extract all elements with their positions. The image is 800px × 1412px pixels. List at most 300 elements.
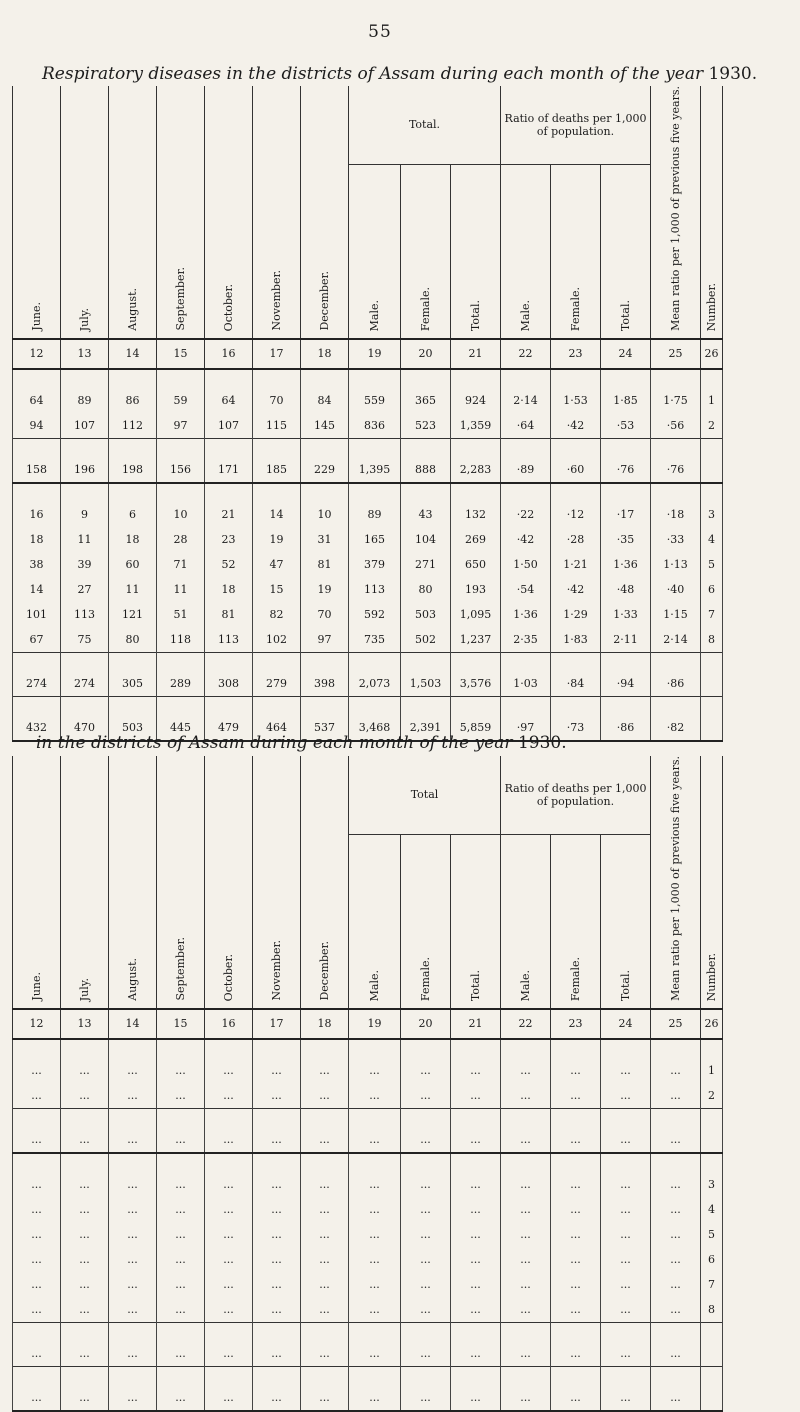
table-cell: ... [301, 1272, 349, 1297]
table-cell: 289 [157, 652, 205, 696]
table-cell: ... [601, 1197, 651, 1222]
table-cell: 229 [301, 438, 349, 483]
table-cell: 113 [61, 602, 109, 627]
table-cell: ... [157, 1039, 205, 1083]
table-cell: ... [601, 1272, 651, 1297]
table-cell: 1·36 [501, 602, 551, 627]
table-cell: 479 [205, 696, 253, 741]
table-cell: ... [651, 1222, 701, 1247]
header-july: July. [61, 756, 109, 1009]
table-cell: ... [13, 1039, 61, 1083]
table-cell: 888 [401, 438, 451, 483]
table-cell: ... [551, 1108, 601, 1153]
table-cell: ... [349, 1322, 401, 1366]
table-cell: 365 [401, 369, 451, 413]
table-cell: 5,859 [451, 696, 501, 741]
column-number-row: 12 13 14 15 16 17 18 19 20 21 22 23 24 25 26 [13, 1009, 723, 1039]
table-cell: 1·15 [651, 602, 701, 627]
table-cell: 67 [13, 627, 61, 653]
table-cell: ... [157, 1197, 205, 1222]
table-cell: ·56 [651, 413, 701, 439]
header-mean-ratio: Mean ratio per 1,000 of previous five years. [651, 756, 701, 1009]
table-cell: 101 [13, 602, 61, 627]
table-cell: 75 [61, 627, 109, 653]
table-cell: 1·03 [501, 652, 551, 696]
table-cell: ... [349, 1366, 401, 1411]
table-cell: 11 [157, 577, 205, 602]
table-cell: 80 [401, 577, 451, 602]
table-cell: ... [301, 1083, 349, 1109]
header-mean-ratio: Mean ratio per 1,000 of previous five years. [651, 86, 701, 339]
row-number-cell [701, 1322, 723, 1366]
header-ratio-group: Ratio of deaths per 1,000 of population. [501, 756, 651, 834]
table-cell: ... [109, 1247, 157, 1272]
table-cell: 274 [13, 652, 61, 696]
table-cell: ... [601, 1247, 651, 1272]
table-cell: ... [253, 1039, 301, 1083]
row-number-cell: 4 [701, 1197, 723, 1222]
table-cell: ... [501, 1297, 551, 1323]
table-cell: ... [61, 1366, 109, 1411]
header-september: September. [157, 756, 205, 1009]
row-number-cell: 6 [701, 1247, 723, 1272]
row-number-cell [701, 652, 723, 696]
table-cell: ... [651, 1272, 701, 1297]
table-cell: ... [651, 1322, 701, 1366]
table-cell: ... [349, 1083, 401, 1109]
table-cell: ... [13, 1222, 61, 1247]
table-cell: 445 [157, 696, 205, 741]
table-cell: ... [401, 1366, 451, 1411]
table-cell: ·53 [601, 413, 651, 439]
header-total-male: Male. [349, 164, 401, 339]
table-cell: ·64 [501, 413, 551, 439]
table-cell: 398 [301, 652, 349, 696]
table-cell: 102 [253, 627, 301, 653]
table-cell: ... [551, 1322, 601, 1366]
table-row [13, 438, 723, 483]
table-cell: ·48 [601, 577, 651, 602]
table-cell: 171 [205, 438, 253, 483]
table-cell: ... [205, 1108, 253, 1153]
table-cell: ... [349, 1272, 401, 1297]
table-cell: ... [501, 1108, 551, 1153]
table-cell: ... [109, 1083, 157, 1109]
table-cell: 1·29 [551, 602, 601, 627]
table-cell: ... [205, 1297, 253, 1323]
table-cell: 269 [451, 527, 501, 552]
table-cell: ... [501, 1153, 551, 1197]
table-cell: ... [253, 1366, 301, 1411]
table-row [13, 1247, 723, 1272]
table-row [13, 652, 723, 696]
table-cell: 14 [253, 483, 301, 527]
table-cell: ... [157, 1222, 205, 1247]
table-cell: ... [401, 1153, 451, 1197]
table-cell: ... [349, 1297, 401, 1323]
table-cell: 503 [401, 602, 451, 627]
header-total-total: Total. [451, 834, 501, 1009]
table-cell: ... [451, 1247, 501, 1272]
table-cell: ... [349, 1108, 401, 1153]
table-cell: ... [501, 1083, 551, 1109]
table-cell: ·76 [601, 438, 651, 483]
header-ratio-group: Ratio of deaths per 1,000 of population. [501, 86, 651, 164]
table-cell: ... [651, 1197, 701, 1222]
table-cell: 2·11 [601, 627, 651, 653]
table-cell: ... [61, 1153, 109, 1197]
table-cell: 2·35 [501, 627, 551, 653]
table-cell: ... [61, 1197, 109, 1222]
header-november: November. [253, 756, 301, 1009]
table-row [13, 527, 723, 552]
table-cell: ... [401, 1272, 451, 1297]
table-cell: ... [601, 1039, 651, 1083]
row-number-cell: 2 [701, 1083, 723, 1109]
header-number: Number. [701, 756, 723, 1009]
table-row [13, 1272, 723, 1297]
table-cell: 156 [157, 438, 205, 483]
header-ratio-total: Total. [601, 164, 651, 339]
table-cell: 836 [349, 413, 401, 439]
table-cell: ... [301, 1366, 349, 1411]
table-cell: ... [205, 1272, 253, 1297]
table-cell: 59 [157, 369, 205, 413]
table-cell: 113 [349, 577, 401, 602]
table-cell: 81 [301, 552, 349, 577]
table-cell: 23 [205, 527, 253, 552]
table-cell: 145 [301, 413, 349, 439]
table-row [13, 552, 723, 577]
table-cell: ... [401, 1297, 451, 1323]
table-cell: 1,503 [401, 652, 451, 696]
table-cell: 38 [13, 552, 61, 577]
table-cell: 31 [301, 527, 349, 552]
row-number-cell: 5 [701, 552, 723, 577]
table-cell: ... [13, 1083, 61, 1109]
table-cell: 158 [13, 438, 61, 483]
table-cell: 71 [157, 552, 205, 577]
header-december: December. [301, 86, 349, 339]
table-cell: ... [157, 1153, 205, 1197]
table-cell: 1,095 [451, 602, 501, 627]
table-cell: 104 [401, 527, 451, 552]
table-cell: ·97 [501, 696, 551, 741]
title-text-continued: in the districts of Assam during each month of the year [36, 733, 513, 753]
table-cell: ... [401, 1222, 451, 1247]
header-total-male: Male. [349, 834, 401, 1009]
table-cell: 503 [109, 696, 157, 741]
table-cell: 107 [205, 413, 253, 439]
table-cell: ... [401, 1039, 451, 1083]
table-cell: ... [109, 1366, 157, 1411]
table-cell: 39 [61, 552, 109, 577]
table-cell: ... [451, 1108, 501, 1153]
table-cell: ... [301, 1222, 349, 1247]
table-cell: ... [651, 1108, 701, 1153]
table-cell: 97 [301, 627, 349, 653]
table-cell: ... [13, 1272, 61, 1297]
table-cell: 107 [61, 413, 109, 439]
table-cell: ... [501, 1366, 551, 1411]
header-ratio-female: Female. [551, 164, 601, 339]
table-cell: 11 [61, 527, 109, 552]
table-cell: 112 [109, 413, 157, 439]
table-cell: 10 [301, 483, 349, 527]
table-cell: ... [109, 1272, 157, 1297]
table-row [13, 577, 723, 602]
table-cell: ... [349, 1222, 401, 1247]
table-cell: 271 [401, 552, 451, 577]
table-cell: ... [451, 1322, 501, 1366]
table-row [13, 1366, 723, 1411]
table-cell: 537 [301, 696, 349, 741]
table-cell: ... [349, 1247, 401, 1272]
header-total-group: Total [349, 756, 501, 834]
table-cell: 47 [253, 552, 301, 577]
table-cell: ... [109, 1108, 157, 1153]
header-ratio-female: Female. [551, 834, 601, 1009]
table-cell: 18 [13, 527, 61, 552]
table-cell: ... [349, 1197, 401, 1222]
row-number-cell: 4 [701, 527, 723, 552]
table-cell: 305 [109, 652, 157, 696]
table-cell: ... [253, 1153, 301, 1197]
table-cell: ·94 [601, 652, 651, 696]
table-cell: ... [451, 1197, 501, 1222]
table-cell: 1·36 [601, 552, 651, 577]
table-cell: ... [501, 1322, 551, 1366]
header-total-female: Female. [401, 164, 451, 339]
table-cell: ... [109, 1153, 157, 1197]
table-cell: ... [551, 1039, 601, 1083]
table-cell: ... [501, 1247, 551, 1272]
table-cell: 9 [61, 483, 109, 527]
table-cell: ... [253, 1197, 301, 1222]
header-august: August. [109, 86, 157, 339]
header-ratio-male: Male. [501, 164, 551, 339]
table-cell: ... [13, 1366, 61, 1411]
row-number-cell [701, 696, 723, 741]
table-cell: 198 [109, 438, 157, 483]
table-cell: ... [253, 1108, 301, 1153]
table-cell: ... [401, 1197, 451, 1222]
table-cell: ... [551, 1297, 601, 1323]
table-cell: 64 [205, 369, 253, 413]
table-cell: ... [205, 1222, 253, 1247]
table-cell: ... [109, 1197, 157, 1222]
table-cell: 14 [13, 577, 61, 602]
table-cell: ... [205, 1153, 253, 1197]
header-ratio-male: Male. [501, 834, 551, 1009]
header-number: Number. [701, 86, 723, 339]
table-cell: ·28 [551, 527, 601, 552]
header-july: July. [61, 86, 109, 339]
table-cell: ·33 [651, 527, 701, 552]
table-row [13, 1197, 723, 1222]
table-cell: ·42 [551, 577, 601, 602]
table-cell: ·73 [551, 696, 601, 741]
table-cell: ... [401, 1083, 451, 1109]
table-cell: 592 [349, 602, 401, 627]
table-cell: 64 [13, 369, 61, 413]
table-cell: ... [501, 1272, 551, 1297]
table-cell: ... [205, 1366, 253, 1411]
row-number-cell: 7 [701, 1272, 723, 1297]
table-cell: 43 [401, 483, 451, 527]
table-cell: 470 [61, 696, 109, 741]
table-cell: 502 [401, 627, 451, 653]
table-cell: ... [501, 1039, 551, 1083]
table-cell: ... [13, 1108, 61, 1153]
table-cell: ... [205, 1197, 253, 1222]
table-cell: 165 [349, 527, 401, 552]
table-cell: ... [601, 1108, 651, 1153]
table-cell: ... [501, 1197, 551, 1222]
table-cell: ... [401, 1108, 451, 1153]
table-cell: 523 [401, 413, 451, 439]
table-cell: ... [301, 1247, 349, 1272]
row-number-cell: 5 [701, 1222, 723, 1247]
table-cell: ... [61, 1272, 109, 1297]
table-cell: ·76 [651, 438, 701, 483]
table-cell: ·86 [601, 696, 651, 741]
table-cell: ·42 [501, 527, 551, 552]
table-cell: ... [61, 1322, 109, 1366]
table-cell: ... [157, 1297, 205, 1323]
title-year: 1930. [708, 64, 758, 84]
table-cell: 82 [253, 602, 301, 627]
table-cell: 86 [109, 369, 157, 413]
table-cell: 432 [13, 696, 61, 741]
table-cell: 1·83 [551, 627, 601, 653]
table-cell: 279 [253, 652, 301, 696]
table-cell: ... [451, 1083, 501, 1109]
table-cell: ... [157, 1272, 205, 1297]
table-cell: ... [13, 1247, 61, 1272]
table-cell: ... [205, 1247, 253, 1272]
table-cell: 11 [109, 577, 157, 602]
table-cell: ... [61, 1108, 109, 1153]
header-august: August. [109, 756, 157, 1009]
table-cell: ·89 [501, 438, 551, 483]
table-cell: 16 [13, 483, 61, 527]
header-total-group: Total. [349, 86, 501, 164]
row-number-cell: 1 [701, 369, 723, 413]
page-number: 55 [368, 22, 392, 42]
table-cell: 1·13 [651, 552, 701, 577]
table-cell: ... [651, 1153, 701, 1197]
table-cell: ·40 [651, 577, 701, 602]
header-october: October. [205, 86, 253, 339]
header-june: June. [13, 86, 61, 339]
table-row [13, 1222, 723, 1247]
header-total-total: Total. [451, 164, 501, 339]
table-cell: 1,395 [349, 438, 401, 483]
table-cell: ... [157, 1108, 205, 1153]
table-row [13, 1083, 723, 1109]
table-cell: 94 [13, 413, 61, 439]
table-cell: 2,283 [451, 438, 501, 483]
table-cell: 559 [349, 369, 401, 413]
table-cell: ... [109, 1039, 157, 1083]
table-cell: ... [349, 1039, 401, 1083]
header-total-female: Female. [401, 834, 451, 1009]
table-cell: 18 [205, 577, 253, 602]
table-cell: 121 [109, 602, 157, 627]
table-cell: ·22 [501, 483, 551, 527]
table-cell: 52 [205, 552, 253, 577]
table-cell: ... [651, 1366, 701, 1411]
table-cell: 115 [253, 413, 301, 439]
table-cell: 19 [253, 527, 301, 552]
table-row [13, 413, 723, 439]
table-cell: ... [61, 1297, 109, 1323]
table-cell: 193 [451, 577, 501, 602]
table-cell: 464 [253, 696, 301, 741]
table-row [13, 1039, 723, 1083]
table-cell: ·35 [601, 527, 651, 552]
table-cell: ... [61, 1222, 109, 1247]
table-cell: ... [253, 1272, 301, 1297]
table-cell: ... [651, 1039, 701, 1083]
row-number-cell: 1 [701, 1039, 723, 1083]
table-cell: ... [157, 1366, 205, 1411]
table-cell: ·54 [501, 577, 551, 602]
table-cell: ... [301, 1153, 349, 1197]
table-cell: ... [501, 1222, 551, 1247]
table-cell: ... [13, 1153, 61, 1197]
table-cell: ... [109, 1297, 157, 1323]
table-cell: ·60 [551, 438, 601, 483]
table-cell: 81 [205, 602, 253, 627]
table-cell: ... [109, 1222, 157, 1247]
table-cell: ... [349, 1153, 401, 1197]
table-cell: 80 [109, 627, 157, 653]
table-cell: ... [301, 1197, 349, 1222]
table-cell: ... [301, 1322, 349, 1366]
statistics-table-upper [12, 86, 723, 742]
table-cell: 2·14 [501, 369, 551, 413]
row-number-cell [701, 1366, 723, 1411]
table-cell: ... [551, 1197, 601, 1222]
table-cell: ... [253, 1297, 301, 1323]
table-cell: ... [253, 1247, 301, 1272]
table-cell: ... [205, 1322, 253, 1366]
table-cell: ... [451, 1039, 501, 1083]
header-october: October. [205, 756, 253, 1009]
table-cell: 89 [349, 483, 401, 527]
table-cell: 1·50 [501, 552, 551, 577]
row-number-cell: 8 [701, 1297, 723, 1323]
table-cell: 2·14 [651, 627, 701, 653]
table-cell: ... [401, 1322, 451, 1366]
table-cell: ... [157, 1083, 205, 1109]
table-cell: ... [253, 1083, 301, 1109]
table-cell: ... [451, 1272, 501, 1297]
table-cell: ... [13, 1322, 61, 1366]
table-cell: ... [301, 1108, 349, 1153]
table-cell: 924 [451, 369, 501, 413]
table-cell: ·82 [651, 696, 701, 741]
table-row [13, 627, 723, 653]
table-cell: ... [301, 1039, 349, 1083]
table-cell: 3,468 [349, 696, 401, 741]
table-cell: 2,073 [349, 652, 401, 696]
table-cell: ·18 [651, 483, 701, 527]
table-cell: 379 [349, 552, 401, 577]
table-cell: 70 [253, 369, 301, 413]
